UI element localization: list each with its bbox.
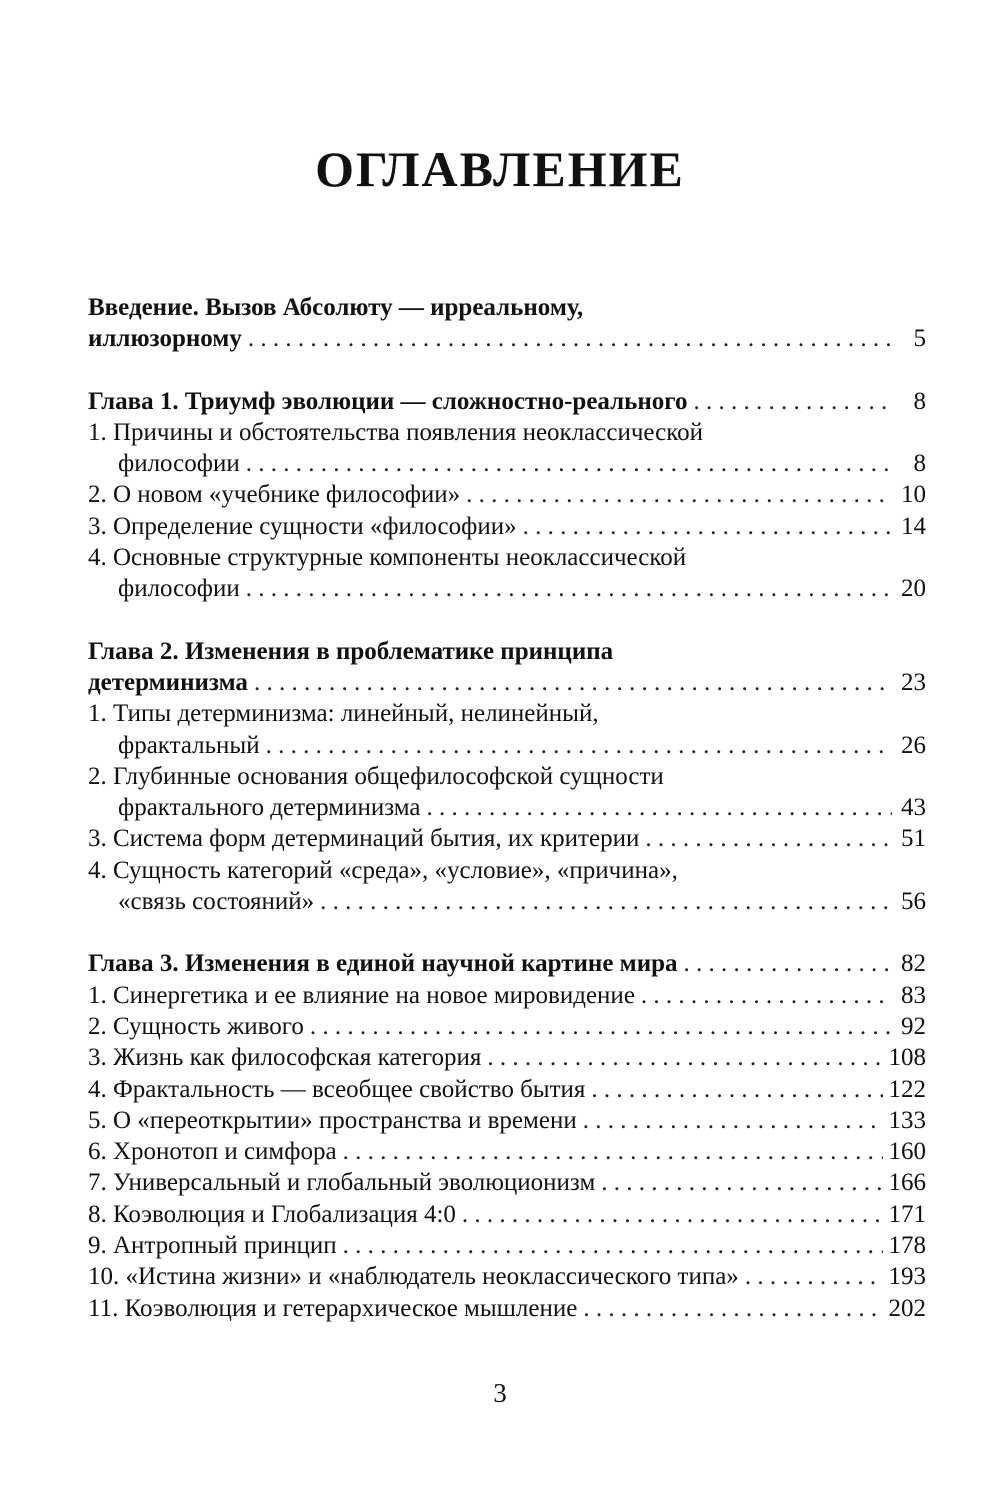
toc-section[interactable] <box>88 980 926 1011</box>
dot-leader <box>462 1199 883 1230</box>
toc-entry-title: 5. О «переоткрытии» пространства и времени <box>88 1106 577 1134</box>
toc-section[interactable] <box>88 1199 926 1230</box>
toc-page-number: 26 <box>901 731 926 759</box>
dot-leader <box>343 1230 883 1261</box>
dot-leader <box>248 323 892 354</box>
toc-entry-line <box>88 573 926 604</box>
toc-entry-line <box>88 1293 926 1324</box>
toc-page-number: 171 <box>888 1200 926 1228</box>
toc-page-number: 193 <box>888 1263 926 1291</box>
dot-leader <box>645 823 892 854</box>
toc-page-number: 14 <box>901 512 926 540</box>
toc-entry-title: 8. Коэволюция и Глобализация 4:0 <box>88 1200 456 1228</box>
dot-leader <box>601 1167 882 1198</box>
toc-entry-line <box>88 1074 926 1105</box>
toc-entry-title: 11. Коэволюция и гетерархическое мышление <box>88 1294 578 1322</box>
toc-section[interactable] <box>88 1042 926 1073</box>
toc-entry-line <box>88 323 926 354</box>
toc-entry-title-line: 1. Типы детерминизма: линейный, нелинейный, <box>88 700 599 728</box>
toc-entry-line <box>88 980 926 1011</box>
page-number: 3 <box>493 1378 507 1408</box>
toc-entry-title: 2. О новом «учебнике философии» <box>88 481 461 509</box>
toc-page-number: 178 <box>888 1232 926 1260</box>
toc-page-number: 8 <box>913 450 926 478</box>
toc-entry-title: 3. Определение сущности «философии» <box>88 512 517 540</box>
toc-entry-line <box>88 948 926 979</box>
toc-page-number: 83 <box>901 981 926 1009</box>
toc-chapter-heading[interactable] <box>88 292 926 355</box>
toc-entry-line <box>88 1105 926 1136</box>
toc-section[interactable] <box>88 1105 926 1136</box>
toc-entry-line <box>88 1011 926 1042</box>
toc-entry-title-line: Глава 2. Изменения в проблематике принципа <box>88 637 614 665</box>
toc-entry-title: 10. «Истина жизни» и «наблюдатель неоклассического типа» <box>88 1263 739 1291</box>
dot-leader <box>246 573 892 604</box>
toc-page-number: 160 <box>888 1138 926 1166</box>
dot-leader <box>694 386 892 417</box>
toc-entry-title: 3. Система форм детерминаций бытия, их критерии <box>88 825 640 853</box>
dot-leader <box>466 479 892 510</box>
dot-leader <box>745 1261 883 1292</box>
toc-section[interactable] <box>88 417 926 480</box>
dot-leader <box>343 1136 883 1167</box>
toc-entry-title: 1. Синергетика и ее влияние на новое мировидение <box>88 981 635 1009</box>
toc-entry-line <box>88 823 926 854</box>
toc-entry-title: философии <box>118 575 240 603</box>
dot-leader <box>591 1074 882 1105</box>
toc-page-number: 82 <box>901 950 926 978</box>
toc-entry-title: 2. Сущность живого <box>88 1012 304 1040</box>
toc-entry-line <box>88 1136 926 1167</box>
dot-leader <box>266 730 892 761</box>
toc-entry-title: фрактальный <box>118 731 260 759</box>
toc-section[interactable] <box>88 761 926 824</box>
toc-section[interactable] <box>88 698 926 761</box>
toc-entry-title-line: 4. Основные структурные компоненты неоклассической <box>88 544 687 572</box>
toc-entry-line <box>88 386 926 417</box>
toc-entry-title: «связь состояний» <box>118 888 315 916</box>
toc-entry-title: 7. Универсальный и глобальный эволюционизм <box>88 1169 596 1197</box>
dot-leader <box>426 792 892 823</box>
toc-entry-line <box>88 1199 926 1230</box>
toc-page-number: 20 <box>901 575 926 603</box>
toc-entry-title: Глава 1. Триумф эволюции — сложностно-реального <box>88 387 688 415</box>
toc-entry-line <box>88 886 926 917</box>
dot-leader <box>487 1042 882 1073</box>
toc-page-number: 5 <box>913 325 926 353</box>
toc-section[interactable] <box>88 511 926 542</box>
toc-entry-line <box>88 511 926 542</box>
toc-chapter-heading[interactable] <box>88 636 926 699</box>
toc-chapter <box>88 948 926 1324</box>
table-of-contents <box>88 292 926 1355</box>
toc-entry-title: 4. Фрактальность — всеобщее свойство бытия <box>88 1075 586 1103</box>
toc-page-number: 92 <box>901 1012 926 1040</box>
toc-page-number: 23 <box>901 668 926 696</box>
toc-page-number: 8 <box>913 387 926 415</box>
dot-leader <box>523 511 892 542</box>
toc-page-number: 166 <box>888 1169 926 1197</box>
toc-page-number: 10 <box>901 481 926 509</box>
toc-entry-line <box>88 1261 926 1292</box>
dot-leader <box>320 886 892 917</box>
toc-chapter-heading[interactable] <box>88 948 926 979</box>
toc-entry-title-line: Введение. Вызов Абсолюту — ирреальному, <box>88 294 584 321</box>
dot-leader <box>583 1105 883 1136</box>
toc-entry-title: иллюзорному <box>88 325 242 353</box>
toc-entry-line <box>88 792 926 823</box>
toc-section[interactable] <box>88 855 926 918</box>
dot-leader <box>583 1293 882 1324</box>
toc-page-number: 133 <box>888 1106 926 1134</box>
toc-entry-title: 3. Жизнь как философская категория <box>88 1044 482 1072</box>
toc-chapter <box>88 292 926 355</box>
toc-entry-line <box>88 479 926 510</box>
toc-section[interactable] <box>88 1293 926 1324</box>
toc-entry-title: 9. Антропный принцип <box>88 1232 337 1260</box>
toc-section[interactable] <box>88 1230 926 1261</box>
toc-chapter-heading[interactable] <box>88 386 926 417</box>
toc-page-number: 122 <box>888 1075 926 1103</box>
toc-entry-title: детерминизма <box>88 668 248 696</box>
toc-entry-title: Глава 3. Изменения в единой научной картине мира <box>88 950 678 978</box>
toc-entry-line <box>88 730 926 761</box>
toc-page-number: 43 <box>901 794 926 822</box>
toc-entry-line <box>88 448 926 479</box>
toc-page-number: 51 <box>901 825 926 853</box>
toc-entry-title: философии <box>118 450 240 478</box>
toc-entry-line <box>88 1167 926 1198</box>
toc-section[interactable] <box>88 479 926 510</box>
toc-entry-title-line: 1. Причины и обстоятельства появления неоклассической <box>88 418 703 446</box>
page-title: ОГЛАВЛЕНИЕ <box>315 141 685 197</box>
toc-section[interactable] <box>88 1074 926 1105</box>
toc-entry-title: фрактального детерминизма <box>118 794 421 822</box>
toc-entry-title-line: 2. Глубинные основания общефилософской сущности <box>88 762 664 790</box>
dot-leader <box>254 667 892 698</box>
toc-page-number: 56 <box>901 888 926 916</box>
toc-entry-line <box>88 1230 926 1261</box>
dot-leader <box>310 1011 892 1042</box>
dot-leader <box>246 448 892 479</box>
toc-section[interactable] <box>88 1136 926 1167</box>
toc-section[interactable] <box>88 1261 926 1292</box>
toc-entry-title: 6. Хронотоп и симфора <box>88 1138 337 1166</box>
toc-section[interactable] <box>88 542 926 605</box>
toc-section[interactable] <box>88 1011 926 1042</box>
toc-section[interactable] <box>88 1167 926 1198</box>
dot-leader <box>641 980 892 1011</box>
toc-entry-line <box>88 667 926 698</box>
toc-chapter <box>88 386 926 605</box>
dot-leader <box>684 948 892 979</box>
toc-chapter <box>88 636 926 918</box>
toc-entry-title-line: 4. Сущность категорий «среда», «условие», «причина», <box>88 856 678 884</box>
toc-page-number: 108 <box>888 1044 926 1072</box>
toc-section[interactable] <box>88 823 926 854</box>
toc-page-number: 202 <box>888 1294 926 1322</box>
toc-entry-line <box>88 1042 926 1073</box>
